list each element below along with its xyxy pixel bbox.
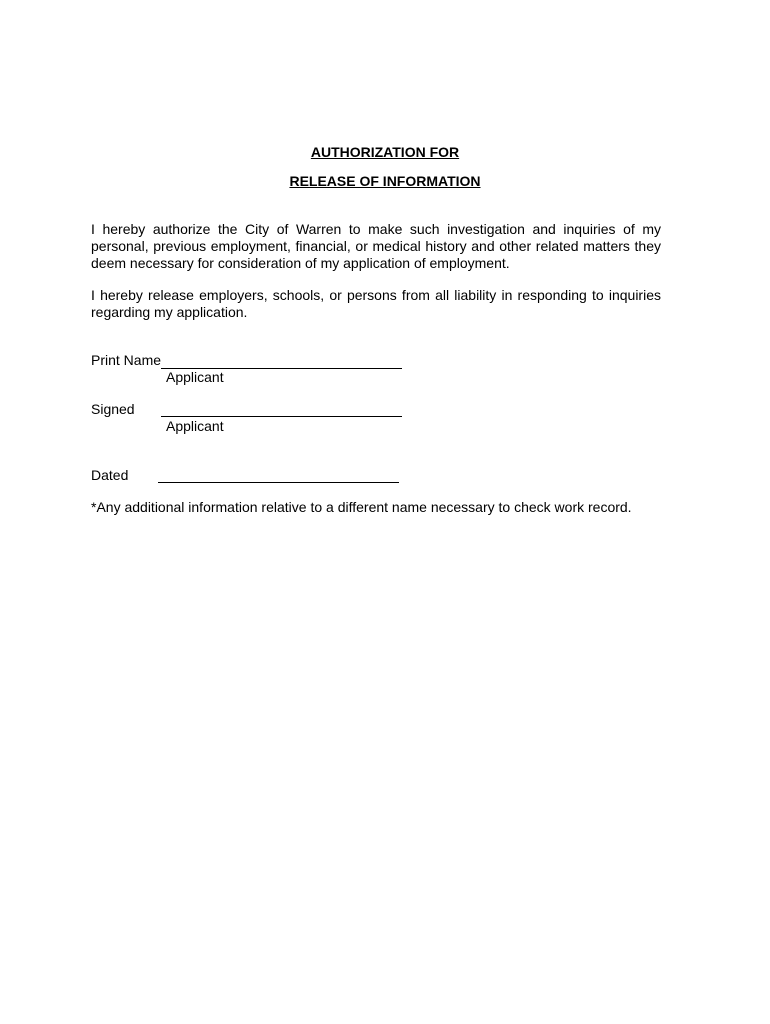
dated-label: Dated xyxy=(91,467,129,483)
signature-line[interactable] xyxy=(161,416,402,417)
document-title-line-1: AUTHORIZATION FOR xyxy=(310,144,460,160)
signed-sublabel: Applicant xyxy=(166,418,224,434)
date-line[interactable] xyxy=(158,482,399,483)
release-paragraph: I hereby release employers, schools, or persons from all liability in responding to inquiries regarding my application. xyxy=(91,287,661,320)
document-title-line-2: RELEASE OF INFORMATION xyxy=(289,173,481,189)
print-name-label: Print Name xyxy=(91,352,162,368)
footnote: *Any additional information relative to a different name necessary to check work record. xyxy=(91,499,632,515)
signed-label: Signed xyxy=(91,401,135,417)
authorization-paragraph: I hereby authorize the City of Warren to make such investigation and inquiries of my personal, previous employment, financial, or medical history and other related matters they deem necessary for consideration of my application of employment. xyxy=(91,221,661,271)
print-name-sublabel: Applicant xyxy=(166,369,224,385)
